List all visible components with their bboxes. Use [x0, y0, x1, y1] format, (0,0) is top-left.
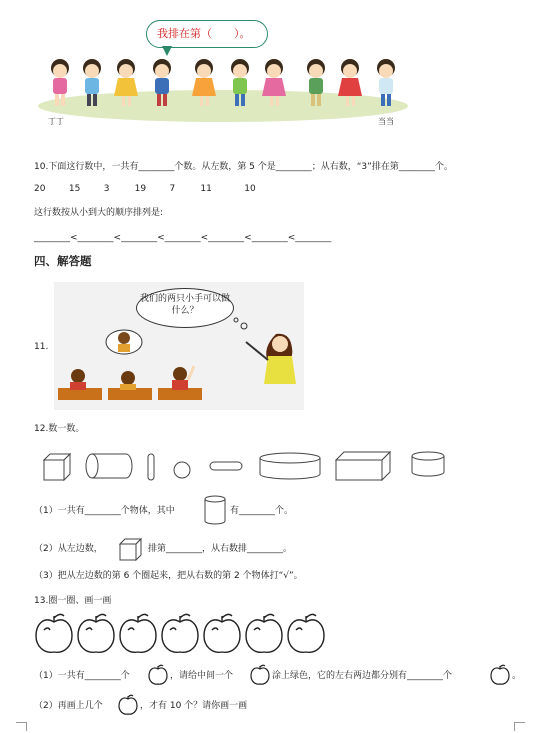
child-figure	[114, 59, 138, 106]
number-item: 15	[68, 184, 81, 194]
classroom-drawing	[54, 282, 304, 410]
q13-line1-a: （1）一共有________个	[34, 671, 130, 681]
q9-illustration	[34, 18, 414, 130]
q10-order-prompt: 这行数按从小到大的顺序排列是:	[34, 208, 164, 218]
q13-title: 13.圈一圈、画一画	[34, 596, 112, 606]
number-item: 3	[103, 184, 110, 194]
cube-shape	[44, 454, 70, 480]
cuboid-shape	[336, 452, 390, 480]
child-figure	[262, 59, 286, 106]
q12-line1-a: （1）一共有________个物体，其中	[34, 506, 175, 516]
apple-icon	[246, 614, 282, 652]
q12-line2-a: （2）从左边数，	[34, 544, 103, 554]
q13-line1-b: ，请给中间一个	[170, 671, 234, 681]
children-row	[34, 56, 414, 116]
apple-icon	[490, 664, 510, 686]
child-figure	[51, 59, 69, 106]
q13-line1-d: 。	[512, 671, 522, 681]
q13-line2-a: （2）再画上几个	[34, 701, 103, 711]
left-child-name: 丁丁	[48, 117, 64, 126]
apple-icon	[120, 614, 156, 652]
bubble-tail	[162, 46, 172, 56]
number-item: 10	[244, 184, 256, 194]
number-item: 19	[134, 184, 147, 194]
q11-number: 11.	[34, 342, 49, 352]
number-item: 11	[200, 184, 212, 194]
thought-bubble: 我们的两只小手可以做什么？	[136, 288, 234, 328]
q12-line3: （3）把从左边数的第 6 个圈起来，把从右数的第 2 个物体打“√”。	[34, 571, 303, 581]
speech-bubble: 我排在第（ ）。	[146, 20, 268, 48]
apple-icon	[78, 614, 114, 652]
corner-mark-right	[514, 722, 525, 731]
cube-icon	[118, 537, 144, 561]
apple-icon	[148, 664, 168, 686]
apple-icon	[162, 614, 198, 652]
q12-solids-row	[40, 448, 460, 484]
apple-icon	[250, 664, 270, 686]
apple-icon	[204, 614, 240, 652]
flat-cylinder-shape	[260, 453, 320, 479]
q12-title: 12.数一数。	[34, 424, 85, 434]
child-figure	[153, 59, 171, 106]
right-child-name: 当当	[378, 117, 394, 126]
apple-icon	[288, 614, 324, 652]
q10-question: 10.下面这行数中，一共有________个数。从左数，第 5 个是________；从右数，“3”排在第________个。	[34, 162, 453, 172]
thin-cylinder-shape	[148, 454, 154, 480]
apple-icon	[36, 614, 72, 652]
upright-cylinder-icon	[203, 494, 227, 526]
short-cylinder-shape	[412, 452, 444, 476]
section-heading: 四、解答题	[34, 254, 92, 268]
number-item: 20	[34, 184, 46, 194]
apple-row	[34, 612, 334, 656]
cylinder-lying-shape	[86, 454, 132, 478]
apple-icon	[118, 694, 138, 716]
q13-line2-b: ，才有 10 个？请你画一画	[140, 701, 248, 711]
corner-mark-left	[16, 722, 27, 731]
rod-shape	[210, 462, 242, 470]
q10-order-line[interactable]: ________<________<________<________<________<________<________	[34, 233, 332, 243]
q12-line2-b: 排第________，从右数排________。	[148, 544, 293, 554]
q10-number-row	[34, 183, 256, 195]
student-desk	[158, 366, 202, 400]
sphere-shape	[174, 462, 190, 478]
child-figure	[307, 59, 325, 106]
child-figure	[377, 59, 395, 106]
child-figure	[338, 59, 362, 106]
number-item: 7	[169, 184, 176, 194]
q13-line1-c: 涂上绿色，它的左右两边都分别有________个	[272, 671, 453, 681]
student-desk	[108, 371, 152, 400]
q12-line1-b: 有________个。	[230, 506, 294, 516]
student-desk	[58, 369, 102, 400]
thinking-student	[106, 330, 142, 354]
teacher	[246, 334, 296, 384]
child-figure	[192, 59, 216, 106]
child-figure	[83, 59, 101, 106]
child-figure	[231, 59, 249, 106]
q11-illustration	[54, 282, 304, 410]
